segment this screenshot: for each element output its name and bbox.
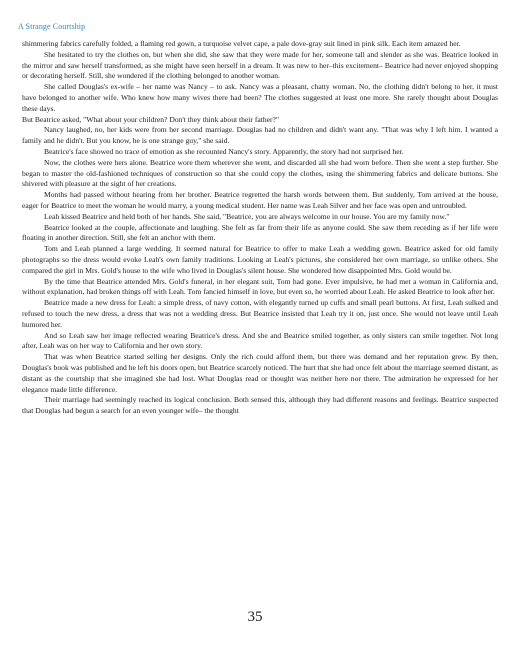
paragraph: Tom and Leah planned a large wedding. It seemed natural for Beatrice to offer to make Leah a wedding gown. Beatrice asked for old family photographs so the dress would evoke Leah's own family traditions. Looking at Leah's pictures, she considered her own marriage, so unlike others. She compared the girl in Mrs. Gold's house to the wife who lived in Douglas's silent house. She wondered how disappointed Mrs. Gold would be. — [22, 244, 498, 275]
paragraph: Beatrice's face showed no trace of emotion as she recounted Nancy's story. Apparently, the story had not surprised her. — [44, 146, 404, 156]
paragraph: Leah kissed Beatrice and held both of her hands. She said, "Beatrice, you are always welcome in our house. You are my family now." — [44, 211, 450, 221]
paragraph: That was when Beatrice started selling her designs. Only the rich could afford them, but there was demand and her reputation grew. By then, Douglas's book was published and he left his doors open, but Beatrice scarcely noticed. The hurt that she had once felt about the marriage seemed distant, as distant as the courtship that she imagined she had lost. What Douglas read or thought was neither here nor there. The admiration he expressed for her elegance made little difference. — [22, 352, 498, 394]
paragraph: But Beatrice asked, "What about your children? Don't they think about their father?" — [22, 114, 280, 124]
paragraph: shimmering fabrics carefully folded, a flaming red gown, a turquoise velvet cape, a pale dove-gray suit lined in pink silk. Each item amazed her. — [22, 39, 461, 48]
paragraph: By the time that Beatrice attended Mrs. Gold's funeral, in her elegant suit, Tom had gone. Ever impulsive, he had met a woman in California and, without explanation, had broken things off with Leah. Tom fancied himself in love, but even so, he worried about Leah. He asked Beatrice to look after her. — [22, 276, 498, 297]
paragraph: Months had passed without hearing from her brother. Beatrice regretted the harsh words between them. But suddenly, Tom arrived at the house, eager for Beatrice to meet the woman he would marry, a young medical student. Her name was Leah Silver and her face was open and untroubled. — [22, 190, 498, 210]
paragraph: Beatrice made a new dress for Leah: a simple dress, of navy cotton, with elegantly turned up cuffs and small pearl buttons. At first, Leah sulked and refused to touch the new dress, a dress that was not a wedding dress. But Beatrice insisted that Leah try it on, just once. She would not leave until Leah humored her. — [22, 298, 498, 329]
paragraph: Their marriage had seemingly reached its logical conclusion. Both sensed this, although they had different reasons and feelings. Beatrice suspected that Douglas had begun a search for an even younger wife– the thought — [22, 395, 498, 416]
paragraph: Beatrice looked at the couple, affectionate and laughing. She felt as far from their life as anyone could. She saw them receding as if her life were floating in another direction. Still, she felt an anchor with them. — [22, 222, 498, 243]
paragraph: She hesitated to try the clothes on, but when she did, she saw that they were made for her, someone tall and slender as she was. Beatrice looked in the mirror and saw herself transformed, as she might have seen herself in a dream. It was new to her–this excitement– Beatrice had never enjoyed shopping or decorating herself. Still, she wondered if the clothing belonged to another woman. — [22, 49, 498, 81]
page-number: 35 — [247, 609, 263, 625]
running-title: A Strange Courtship — [18, 22, 86, 31]
body-text — [22, 39, 498, 417]
paragraph: And so Leah saw her image reflected wearing Beatrice's dress. And she and Beatrice smiled together, as only sisters can smile together. Not long after, Leah was on her way to California and her own story. — [22, 330, 498, 351]
paragraph: She called Douglas's ex-wife – her name was Nancy – to ask. Nancy was a pleasant, chatty woman. No, the clothing didn't belong to her, it must have belonged to another wife. Who knew how many wives there had been? The clothes suggested at least one more. She rarely thought about Douglas these days. — [22, 82, 498, 113]
paragraph: Now, the clothes were hers alone. Beatrice wore them wherever she went, and discarded all she had worn before. Then she went a step further. She began to master the old-fashioned techniques of construction so that she could copy the clothes, using the shimmering fabrics and delicate buttons. She shivered with pleasure at the sight of her creations. — [22, 157, 498, 189]
paragraph: Nancy laughed, no, her kids were from her second marriage. Douglas had no children and didn't want any. "That was why I left him. I wanted a family and he didn't. But you know, he is one strange guy," she said. — [22, 125, 498, 146]
